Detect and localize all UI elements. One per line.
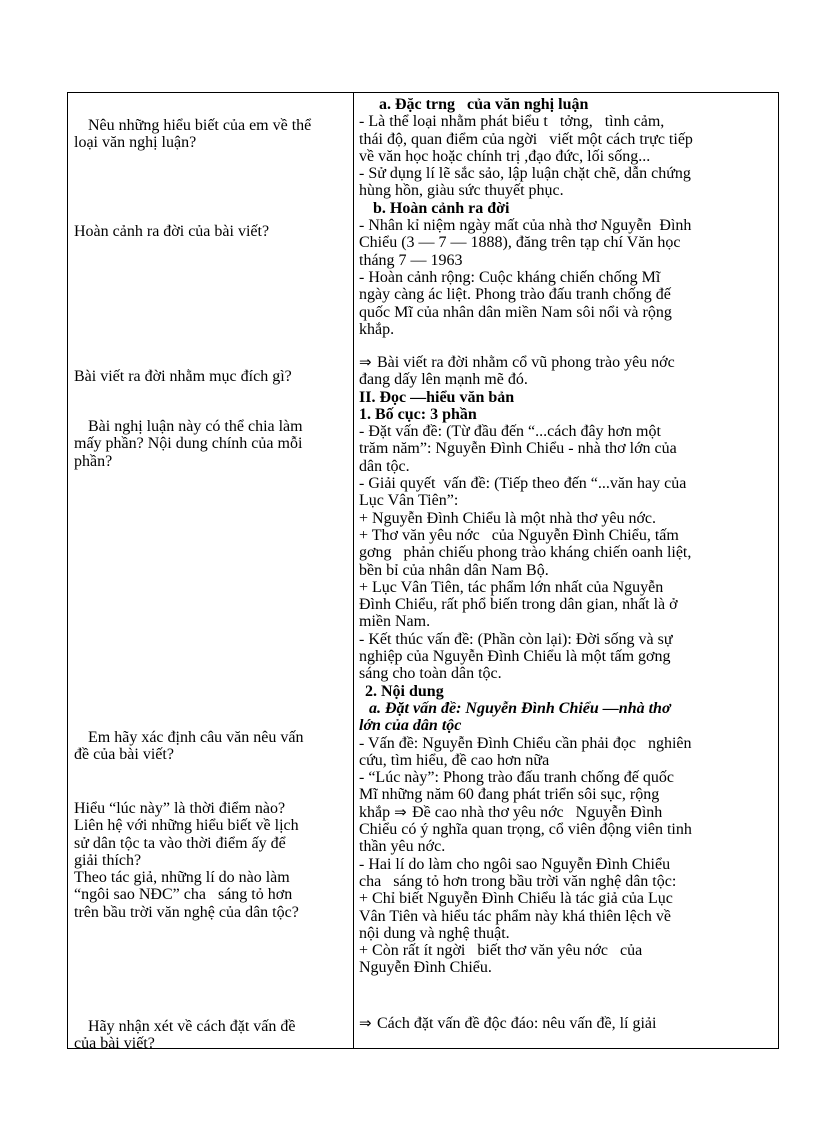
context-heading: b. Hoàn cảnh ra đời [373,199,510,217]
genre-heading: a. Đặc trng của văn nghị luận [379,96,589,113]
structure-heading: 1. Bố cục: 3 phần [359,405,477,423]
purpose-section: ⇒ Bài viết ra đời nhằm cổ vũ phong trào yêu nớc đang dấy lên mạnh mẽ đó. II. Đọc —hiểu văn bản 1. Bố cục: 3 phần - Đặt vấn đề: (Từ đầu đến “...cách đây hơn một trăm năm”: Nguyễn Đình Chiểu - nhà thơ lớn của dân tộc. - Giải quyết vấn đề: (Tiếp theo đến “...văn hay của Lục Vân Tiên”: + Nguyễn Đình Chiểu là một nhà thơ yêu nớc. + Thơ văn yêu nớc của Nguyễn Đình Chiểu, tấm gơng phản chiếu phong trào kháng chiến oanh liệt, bền bỉ của nhân dân Nam Bộ. + Lục Vân Tiên, tác phẩm lớn nhất của Nguyễn Đình Chiểu, rất phổ biến trong dân gian, nhất là ở miền Nam. - Kết thúc vấn đề: (Phần còn lại): Đời sống và sự nghiệp của Nguyễn Đình Chiểu là một tấm gơng sáng cho toàn dân tộc. 2. Nội dung a. Đặt vấn đề: Nguyễn Đình Chiểu —nhà thơ lớn của dân tộc - Vấn đề: Nguyễn Đình Chiểu cần phải đọc nghiên cứu, tìm hiểu, đề cao hơn nữa - “Lúc này”: Phong trào đấu tranh chống đế quốc Mĩ những năm 60 đang phát triển sôi sục, rộng khắp ⇒ Đề cao nhà thơ yêu nớc Nguyễn Đình Chiểu có ý nghĩa quan trọng, cổ viên động viên tinh thần yêu nớc. - Hai lí do làm cho ngôi sao Nguyễn Đình Chiểu cha sáng tỏ hơn trong bầu trời văn nghệ dân tộc: + Chỉ biết Nguyễn Đình Chiểu là tác giả của Lục Vân Tiên và hiểu tác phẩm này khá thiên lệch về nội dung và nghệ thuật. + Còn rất ít ngời biết thơ văn yêu nớc của Nguyễn Đình Chiểu. [359,354,775,977]
implies-arrow-icon: ⇒ [394,802,407,821]
question-genre: Nêu những hiểu biết của em về thể loại văn nghị luận? [74,117,312,152]
question-issue-sentence: Em hãy xác định câu văn nêu vấn đề của bài viết? [74,729,304,764]
implies-arrow-icon: ⇒ [359,353,372,371]
implies-arrow-icon: ⇒ [359,1014,372,1032]
approach-section: ⇒ Cách đặt vấn đề độc đáo: nêu vấn đề, lí giải [359,1014,657,1032]
question-purpose: Bài viết ra đời nhằm mục đích gì? [74,368,292,385]
question-structure: Bài nghị luận này có thể chia làm mấy phần? Nội dung chính của mỗi phần? [74,418,303,470]
question-context: Hoàn cảnh ra đời của bài viết? [74,223,270,240]
question-approach: Hãy nhận xét về cách đặt vấn đề của bài viết? [74,1018,296,1053]
question-this-time: Hiểu “lúc này” là thời điểm nào? Liên hệ với những hiểu biết về lịch sử dân tộc ta vào thời điểm ấy để giải thích? Theo tác giả, những lí do nào làm “ngôi sao NĐC” cha sáng tỏ hơn trên bầu trời văn nghệ của dân tộc? [74,800,299,921]
reading-heading: II. Đọc —hiểu văn bản [359,388,515,406]
genre-section: a. Đặc trng của văn nghị luận - Là thể loại nhằm phát biểu t tởng, tình cảm, thái độ, quan điểm của ngời viết một cách trực tiếp về văn học hoặc chính trị ,đạo đức, lối sống... - Sử dụng lí lẽ sắc sảo, lập luận chặt chẽ, dẫn chứng hùng hồn, giàu sức thuyết phục. b. Hoàn cảnh ra đời - Nhân kỉ niệm ngày mất của nhà thơ Nguyễn Đình Chiểu (3 — 7 — 1888), đăng trên tạp chí Văn học tháng 7 — 1963 - Hoàn cảnh rộng: Cuộc kháng chiến chống Mĩ ngày càng ác liệt. Phong trào đấu tranh chống đế quốc Mĩ của nhân dân miền Nam sôi nổi và rộng khắp. [359,96,775,338]
issue-heading: a. Đặt vấn đề: Nguyễn Đình Chiểu —nhà thơ [369,699,671,717]
content-heading: 2. Nội dung [365,682,444,700]
lesson-table [67,92,779,1053]
column-divider [353,93,354,1048]
